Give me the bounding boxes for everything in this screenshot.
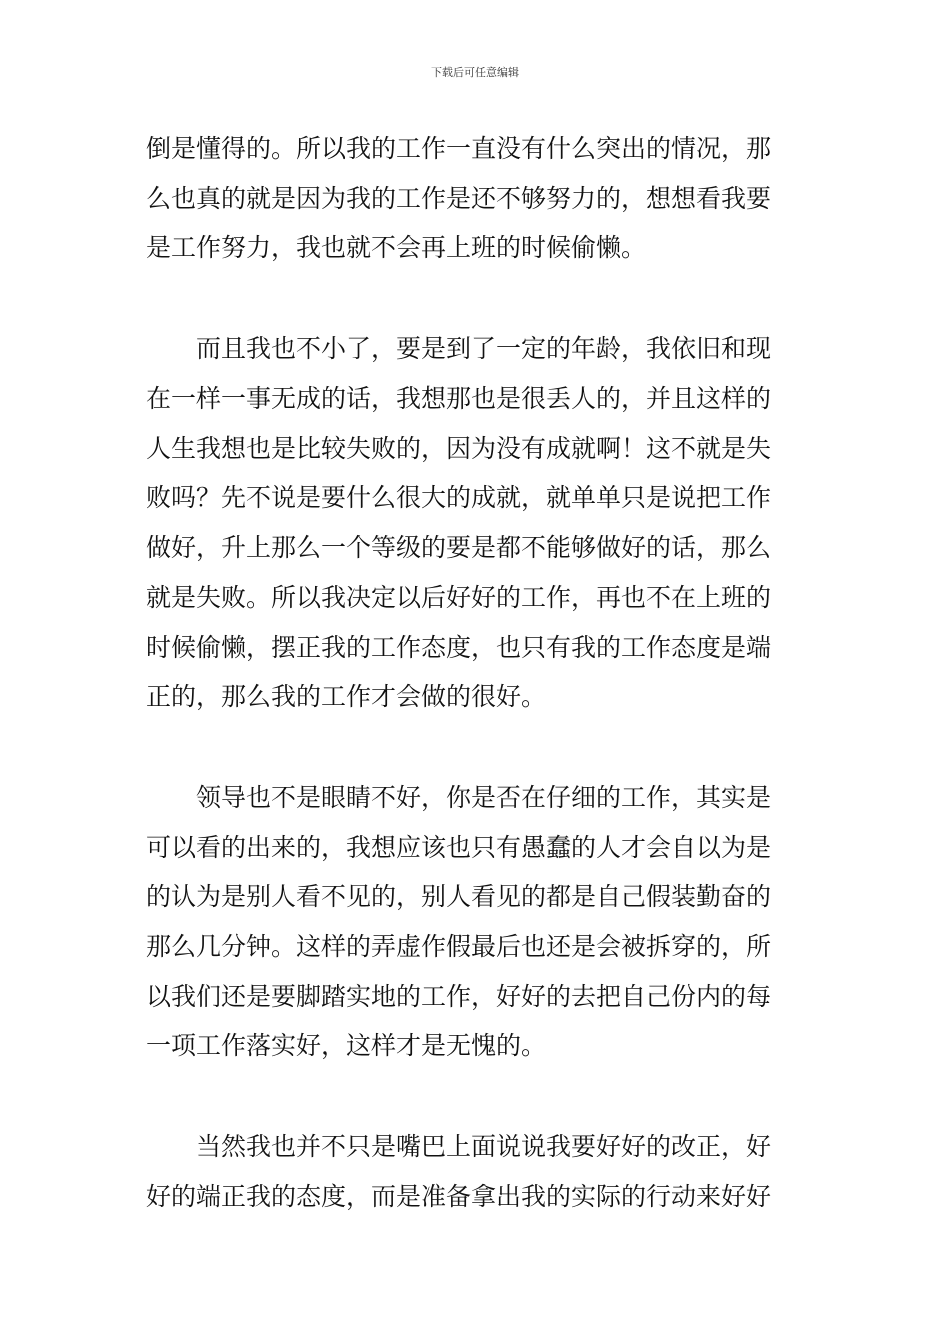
text-line: 时候偷懒，摆正我的工作态度，也只有我的工作态度是端	[146, 633, 772, 662]
text-line: 好的端正我的态度，而是准备拿出我的实际的行动来好好	[146, 1182, 772, 1211]
text-line: 么也真的就是因为我的工作是还不够努力的，想想看我要	[146, 184, 772, 213]
text-line: 可以看的出来的，我想应该也只有愚蠢的人才会自以为是	[146, 833, 772, 862]
text-line: 倒是懂得的。所以我的工作一直没有什么突出的情况，那	[146, 134, 772, 163]
text-line: 正的，那么我的工作才会做的很好。	[146, 682, 547, 711]
text-line: 当然我也并不只是嘴巴上面说说我要好好的改正，好	[146, 1132, 772, 1161]
text-line: 就是失败。所以我决定以后好好的工作，再也不在上班的	[146, 583, 772, 612]
text-line: 人生我想也是比较失败的，因为没有成就啊！这不就是失	[146, 434, 772, 463]
text-line: 那么几分钟。这样的弄虚作假最后也还是会被拆穿的，所	[146, 932, 772, 961]
text-line: 的认为是别人看不见的，别人看见的都是自己假装勤奋的	[146, 882, 772, 911]
text-line: 领导也不是眼睛不好，你是否在仔细的工作，其实是	[146, 783, 772, 812]
text-line: 以我们还是要脚踏实地的工作，好好的去把自己份内的每	[146, 982, 772, 1011]
page-header: 下载后可任意编辑	[431, 66, 519, 79]
text-line: 在一样一事无成的话，我想那也是很丢人的，并且这样的	[146, 384, 772, 413]
text-line: 是工作努力，我也就不会再上班的时候偷懒。	[146, 233, 647, 262]
text-line: 而且我也不小了，要是到了一定的年龄，我依旧和现	[146, 334, 772, 363]
text-line: 一项工作落实好，这样才是无愧的。	[146, 1031, 547, 1060]
text-line: 败吗？先不说是要什么很大的成就，就单单只是说把工作	[146, 483, 772, 512]
text-line: 做好，升上那么一个等级的要是都不能够做好的话，那么	[146, 533, 772, 562]
